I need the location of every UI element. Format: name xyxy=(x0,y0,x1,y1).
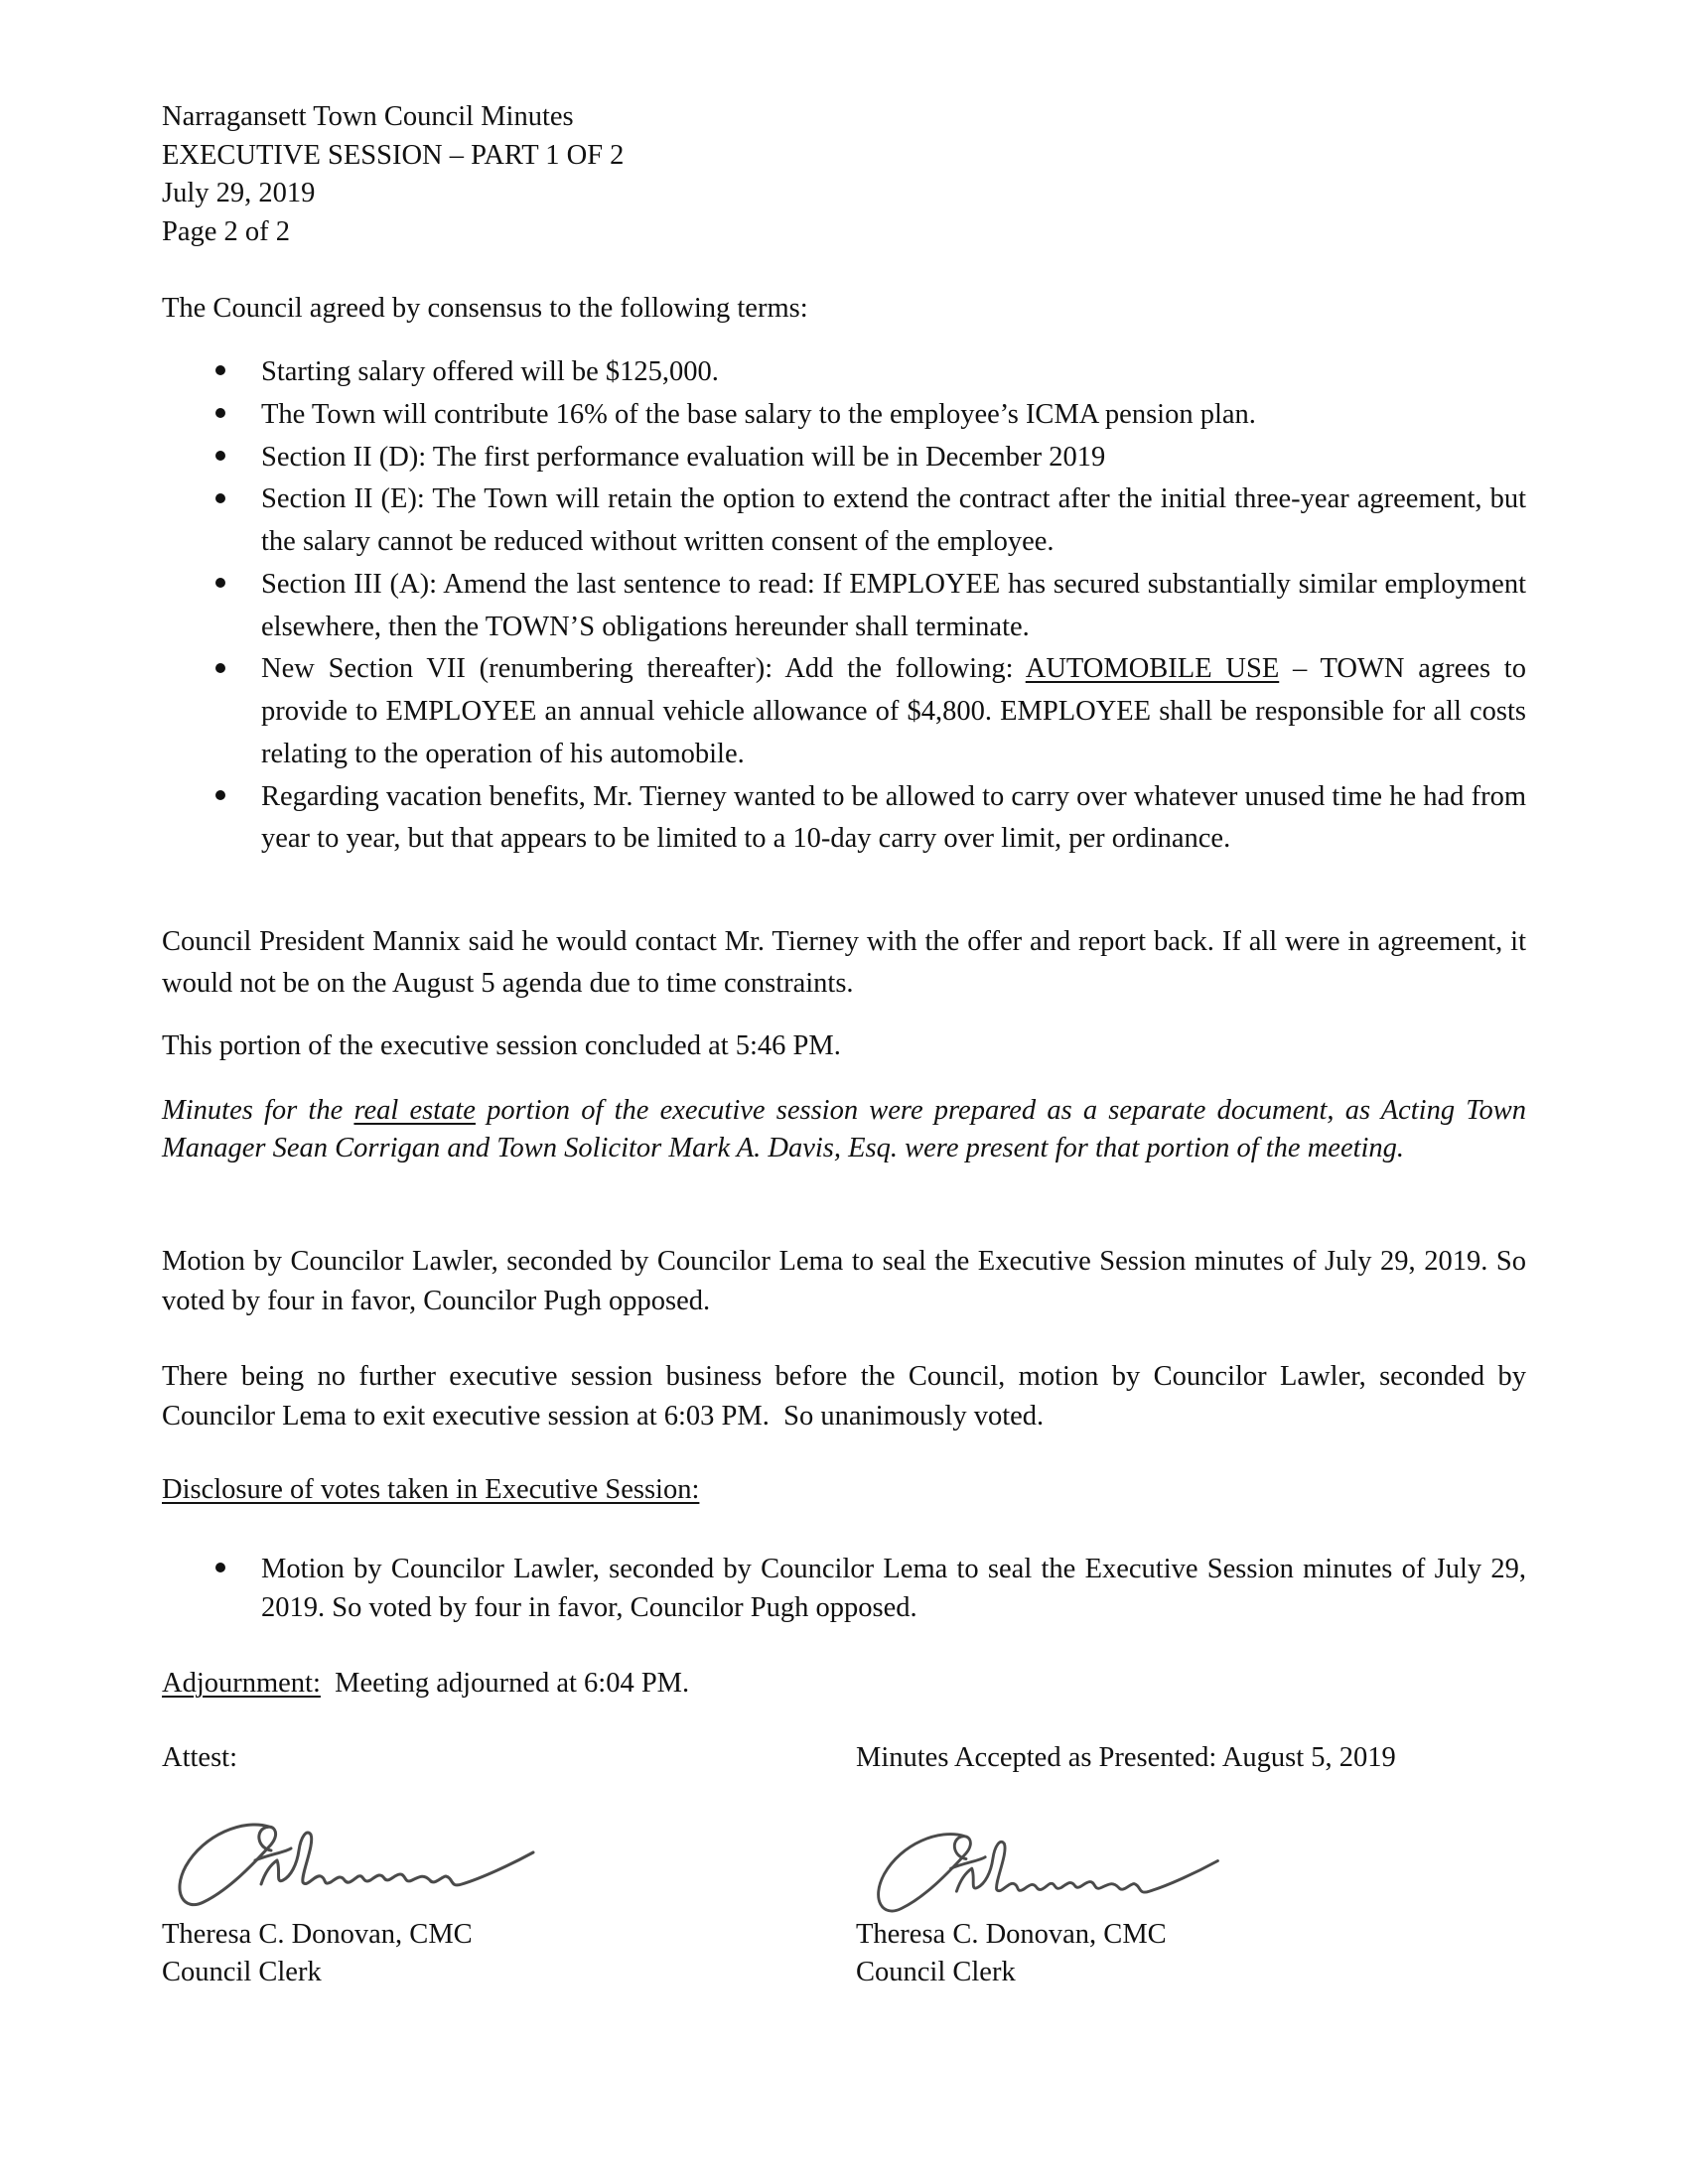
signature-labels-row xyxy=(162,1738,1526,1778)
disclosure-item-text: Motion by Councilor Lawler, seconded by Councilor Lema to seal the Executive Session minutes of July 29, 2019. So voted by four in favor, Councilor Pugh opposed. xyxy=(261,1554,1526,1623)
signature-icon xyxy=(868,1825,1230,1920)
list-item xyxy=(162,564,1526,649)
bullet-icon xyxy=(213,437,227,479)
term-text: The Town will contribute 16% of the base salary to the employee’s ICMA pension plan. xyxy=(261,398,1256,430)
bullet-icon xyxy=(213,776,227,819)
disclosure-list xyxy=(162,1551,1526,1627)
minutes-accepted-label: Minutes Accepted as Presented: August 5, 2019 xyxy=(856,1742,1396,1773)
adjournment-label: Adjournment: xyxy=(162,1668,321,1699)
bullet-icon xyxy=(213,394,227,437)
attest-label: Attest: xyxy=(162,1742,237,1773)
terms-list xyxy=(162,351,1526,861)
list-item xyxy=(162,776,1526,862)
term-text: Section III (A): Amend the last sentence to read: If EMPLOYEE has secured substantially similar employment elsewhere, then the TOWN’S obligations hereunder shall terminate. xyxy=(261,568,1526,642)
note-prefix: Minutes for the xyxy=(162,1095,354,1126)
real-estate-underlined: real estate xyxy=(353,1095,476,1126)
header-session: EXECUTIVE SESSION – PART 1 OF 2 xyxy=(162,139,625,171)
adjournment-line xyxy=(162,1664,1526,1704)
right-signer-block xyxy=(856,1916,1167,1991)
term-text: Regarding vacation benefits, Mr. Tierney wanted to be allowed to carry over whatever unused time he had from year to year, but that appears to be limited to a 10-day carry over limit, per ordinance. xyxy=(261,780,1526,855)
document-header xyxy=(162,98,1526,251)
left-signer-block xyxy=(162,1916,473,1991)
disclosure-heading-text: Disclosure of votes taken in Executive Session: xyxy=(162,1474,700,1505)
term-text-suffix: – TOWN agrees to provide to EMPLOYEE an annual vehicle allowance of $4,800. EMPLOYEE shall be responsible for all costs relating to the operation of his automobile. xyxy=(261,653,1526,769)
signer-name: Theresa C. Donovan, CMC xyxy=(856,1919,1167,1950)
list-item xyxy=(162,1551,1526,1627)
note-suffix: portion of the executive session were prepared as a separate document, as Acting Town Manager Sean Corrigan and Town Solicitor Mark A. Davis, Esq. were present for that portion of the meeting. xyxy=(162,1095,1527,1163)
automobile-use-heading: AUTOMOBILE USE xyxy=(1025,653,1280,685)
bullet-icon xyxy=(213,564,227,607)
header-page-number: Page 2 of 2 xyxy=(162,215,291,247)
bullet-icon xyxy=(213,351,227,394)
bullet-icon xyxy=(213,648,227,691)
signer-name: Theresa C. Donovan, CMC xyxy=(162,1919,473,1950)
list-item xyxy=(162,437,1526,479)
intro-paragraph: The Council agreed by consensus to the following terms: xyxy=(162,293,808,324)
signature-icon xyxy=(174,1815,541,1914)
list-item xyxy=(162,351,1526,394)
bullet-icon xyxy=(213,1551,227,1589)
bullet-icon xyxy=(213,478,227,521)
signer-title: Council Clerk xyxy=(162,1957,322,1987)
exit-motion-paragraph: There being no further executive session business before the Council, motion by Councilor Lawler, seconded by Councilor Lema to exit executive session at 6:03 PM. So unanimously voted. xyxy=(162,1361,1534,1432)
term-text: Section II (D): The first performance evaluation will be in December 2019 xyxy=(261,441,1106,473)
real-estate-note xyxy=(162,1092,1526,1166)
mannix-paragraph: Council President Mannix said he would contact Mr. Tierney with the offer and report back. If all were in agreement, it would not be on the August 5 agenda due to time constraints. xyxy=(162,926,1526,999)
disclosure-heading xyxy=(162,1470,1526,1510)
concluded-paragraph: This portion of the executive session concluded at 5:46 PM. xyxy=(162,1030,841,1061)
list-item xyxy=(162,478,1526,564)
seal-motion-paragraph: Motion by Councilor Lawler, seconded by Councilor Lema to seal the Executive Session minutes of July 29, 2019. So voted by four in favor, Councilor Pugh opposed. xyxy=(162,1246,1526,1316)
list-item xyxy=(162,648,1526,775)
list-item xyxy=(162,394,1526,437)
header-date: July 29, 2019 xyxy=(162,178,316,208)
term-text: Starting salary offered will be $125,000. xyxy=(261,356,719,387)
term-text: Section II (E): The Town will retain the option to extend the contract after the initial three-year agreement, but the salary cannot be reduced without written consent of the employee. xyxy=(261,483,1526,557)
term-text-prefix: New Section VII (renumbering thereafter): Add the following: xyxy=(261,653,1026,685)
header-title: Narragansett Town Council Minutes xyxy=(162,101,574,132)
signer-title: Council Clerk xyxy=(856,1957,1016,1987)
adjournment-text: Meeting adjourned at 6:04 PM. xyxy=(320,1668,690,1699)
